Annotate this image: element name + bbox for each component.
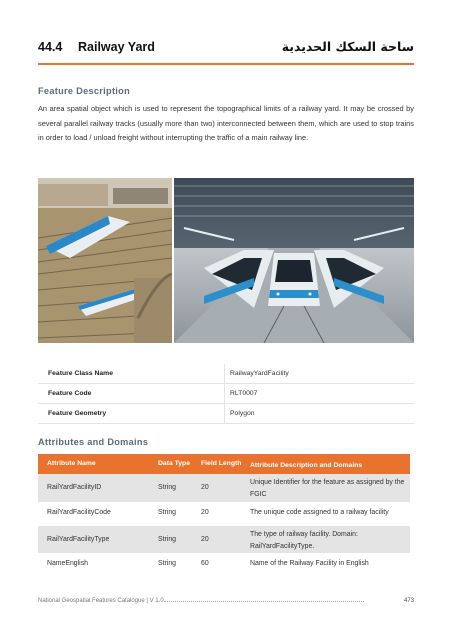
attributes-table bbox=[38, 454, 410, 577]
feature-description-text: An area spatial object which is used to represent the topographical limits of a railway yard. It may be crossed by several parallel railway tracks (usually more than two) interconnected between them, which are used to stop trains in order to load / unload freight without interrupting the traffic of a main railway line. bbox=[38, 104, 414, 143]
feature-class-table bbox=[38, 364, 414, 424]
railway-yard-photos bbox=[38, 178, 414, 343]
table-row bbox=[38, 503, 410, 526]
attribute-name-cell: RailYardFacilityCode bbox=[47, 509, 111, 516]
footer-separator: | bbox=[146, 598, 148, 604]
feature-class-key: Feature Class Name bbox=[48, 370, 113, 377]
feature-class-row bbox=[38, 384, 414, 404]
field-length-cell: 20 bbox=[201, 484, 209, 491]
table-row bbox=[38, 474, 410, 503]
footer-catalogue-name: National Geospatial Features Catalogue bbox=[38, 598, 145, 604]
feature-class-value: Polygon bbox=[230, 410, 255, 417]
column-header-description: Attribute Description and Domains bbox=[250, 462, 363, 469]
description-cell: Unique Identifier for the feature as assigned by the FGIC bbox=[250, 479, 405, 498]
field-length-cell: 60 bbox=[201, 560, 209, 567]
header-rule bbox=[38, 63, 414, 65]
section-title: Railway Yard bbox=[78, 40, 155, 54]
table-row bbox=[38, 554, 410, 577]
page-number: 473 bbox=[403, 598, 414, 604]
attributes-table-header bbox=[38, 454, 410, 474]
description-cell: The unique code assigned to a railway facility bbox=[250, 509, 389, 516]
footer-catalogue bbox=[38, 598, 164, 604]
feature-class-row bbox=[38, 404, 414, 424]
field-length-cell: 20 bbox=[201, 509, 209, 516]
description-cell: The type of railway facility. Domain: RailYardFacilityType. bbox=[250, 531, 358, 550]
field-length-cell: 20 bbox=[201, 536, 209, 543]
attribute-name-cell: NameEnglish bbox=[47, 560, 88, 567]
feature-class-key: Feature Geometry bbox=[48, 410, 107, 417]
section-title-arabic: ساحة السكك الحديدية bbox=[281, 39, 414, 54]
footer-version: V 1.0 bbox=[149, 598, 164, 604]
section-header bbox=[38, 40, 414, 60]
feature-class-key: Feature Code bbox=[48, 390, 92, 397]
footer-leader-dots bbox=[164, 601, 364, 602]
column-header-field-length: Field Length bbox=[201, 460, 242, 467]
description-cell: Name of the Railway Facility in English bbox=[250, 560, 369, 567]
railway-yard-aerial-photo bbox=[38, 178, 172, 343]
data-type-cell: String bbox=[158, 509, 177, 516]
attribute-name-cell: RailYardFacilityID bbox=[47, 484, 102, 491]
feature-description-heading: Feature Description bbox=[38, 86, 130, 96]
column-header-data-type: Data Type bbox=[158, 460, 190, 467]
attribute-name-cell: RailYardFacilityType bbox=[47, 536, 110, 543]
table-row bbox=[38, 526, 410, 554]
data-type-cell: String bbox=[158, 560, 177, 567]
attributes-heading: Attributes and Domains bbox=[38, 437, 149, 447]
column-header-attribute-name: Attribute Name bbox=[47, 460, 96, 467]
feature-class-value: RailwayYardFacility bbox=[230, 370, 289, 377]
feature-class-row bbox=[38, 364, 414, 384]
data-type-cell: String bbox=[158, 484, 177, 491]
feature-class-value: RLT0007 bbox=[230, 390, 258, 397]
section-number: 44.4 bbox=[38, 40, 63, 54]
data-type-cell: String bbox=[158, 536, 177, 543]
railway-yard-depot-photo bbox=[174, 178, 414, 343]
